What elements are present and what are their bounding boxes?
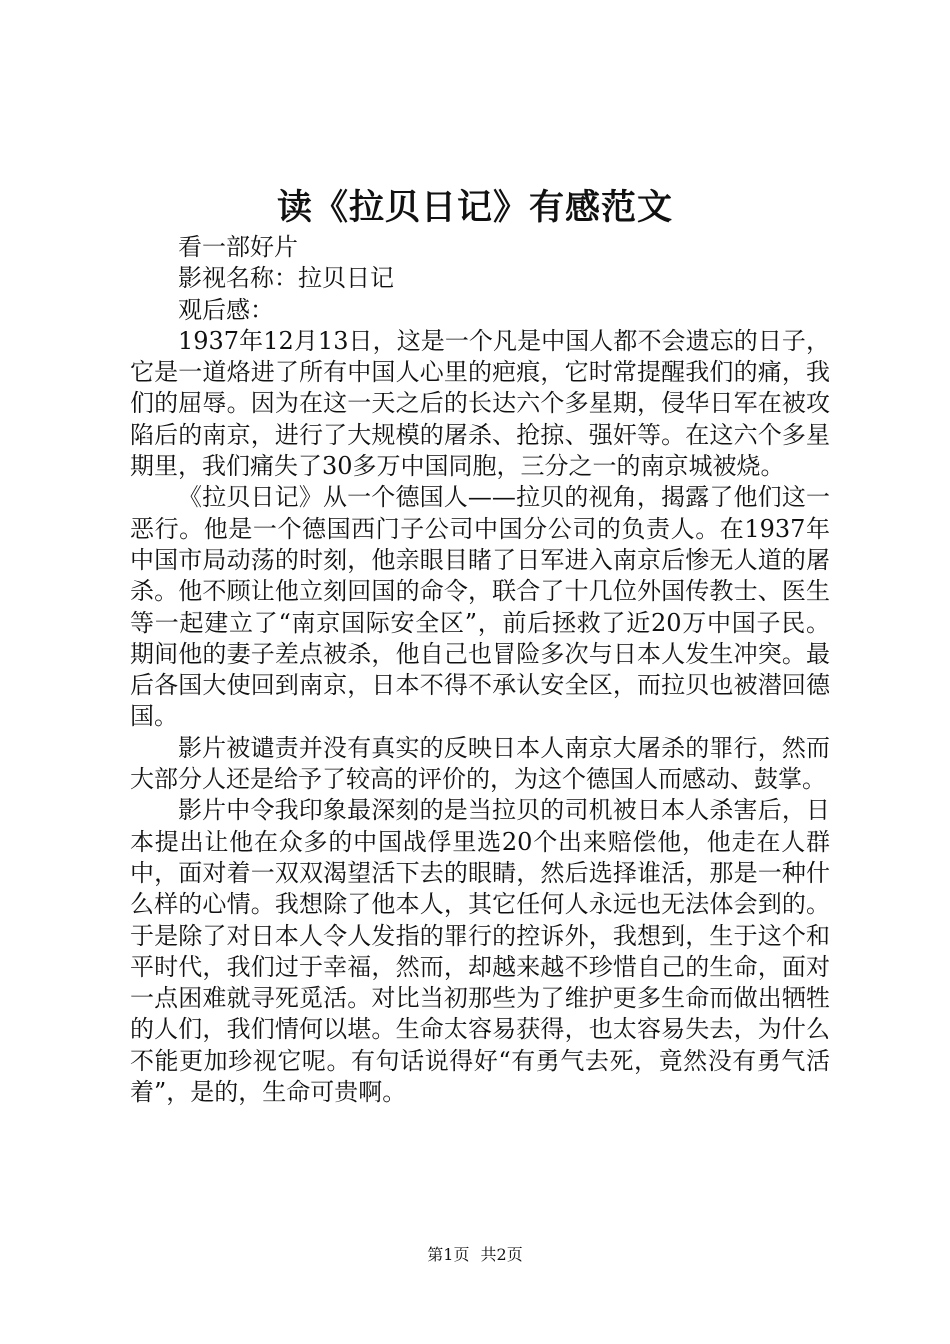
paragraph-reception: 影片被谴责并没有真实的反映日本人南京大屠杀的罪行，然而大部分人还是给予了较高的评价的，为这个德国人而感动、鼓掌。: [130, 733, 830, 794]
paragraph-history: 1937年12月13日，这是一个凡是中国人都不会遗忘的日子，它是一道烙进了所有中国人心里的疤痕，它时常提醒我们的痛，我们的屈辱。因为在这一天之后的长达六个多星期，侵华日军在被攻陷后的南京，进行了大规模的屠杀、抢掠、强奸等。在这六个多星期里，我们痛失了30多万中国同胞，三分之一的南京城被烧。: [130, 326, 830, 481]
document-body: [130, 232, 830, 1108]
paragraph-film-name: 影视名称：拉贝日记: [178, 264, 394, 293]
paragraph-rabe-story: 《拉贝日记》从一个德国人——拉贝的视角，揭露了他们这一恶行。他是一个德国西门子公司中国分公司的负责人。在1937年中国市局动荡的时刻，他亲眼目睹了日军进入南京后惨无人道的屠杀。他不顾让他立刻回国的命令，联合了十几位外国传教士、医生等一起建立了“南京国际安全区”，前后拯救了近20万中国子民。期间他的妻子差点被杀，他自己也冒险多次与日本人发生冲突。最后各国大使回到南京，日本不得不承认安全区，而拉贝也被潜回德国。: [130, 483, 830, 731]
document-title: 读《拉贝日记》有感范文: [276, 187, 673, 228]
page-number-footer: 第1页 共2页: [427, 1245, 523, 1264]
paragraph-intro: 看一部好片: [178, 233, 298, 261]
paragraph-review-label: 观后感：: [178, 295, 274, 324]
paragraph-reflection: 影片中令我印象最深刻的是当拉贝的司机被日本人杀害后，日本提出让他在众多的中国战俘里选20个出来赔偿他，他走在人群中，面对着一双双渴望活下去的眼睛，然后选择谁活，那是一种什么样的心情。我想除了他本人，其它任何人永远也无法体会到的。于是除了对日本人令人发指的罪行的控诉外，我想到，生于这个和平时代，我们过于幸福，然而，却越来越不珍惜自己的生命，面对一点困难就寻死觅活。对比当初那些为了维护更多生命而做出牺牲的人们，我们情何以堪。生命太容易获得，也太容易失去，为什么不能更加珍视它呢。有句话说得好“有勇气去死，竟然没有勇气活着”，是的，生命可贵啊。: [130, 796, 830, 1107]
